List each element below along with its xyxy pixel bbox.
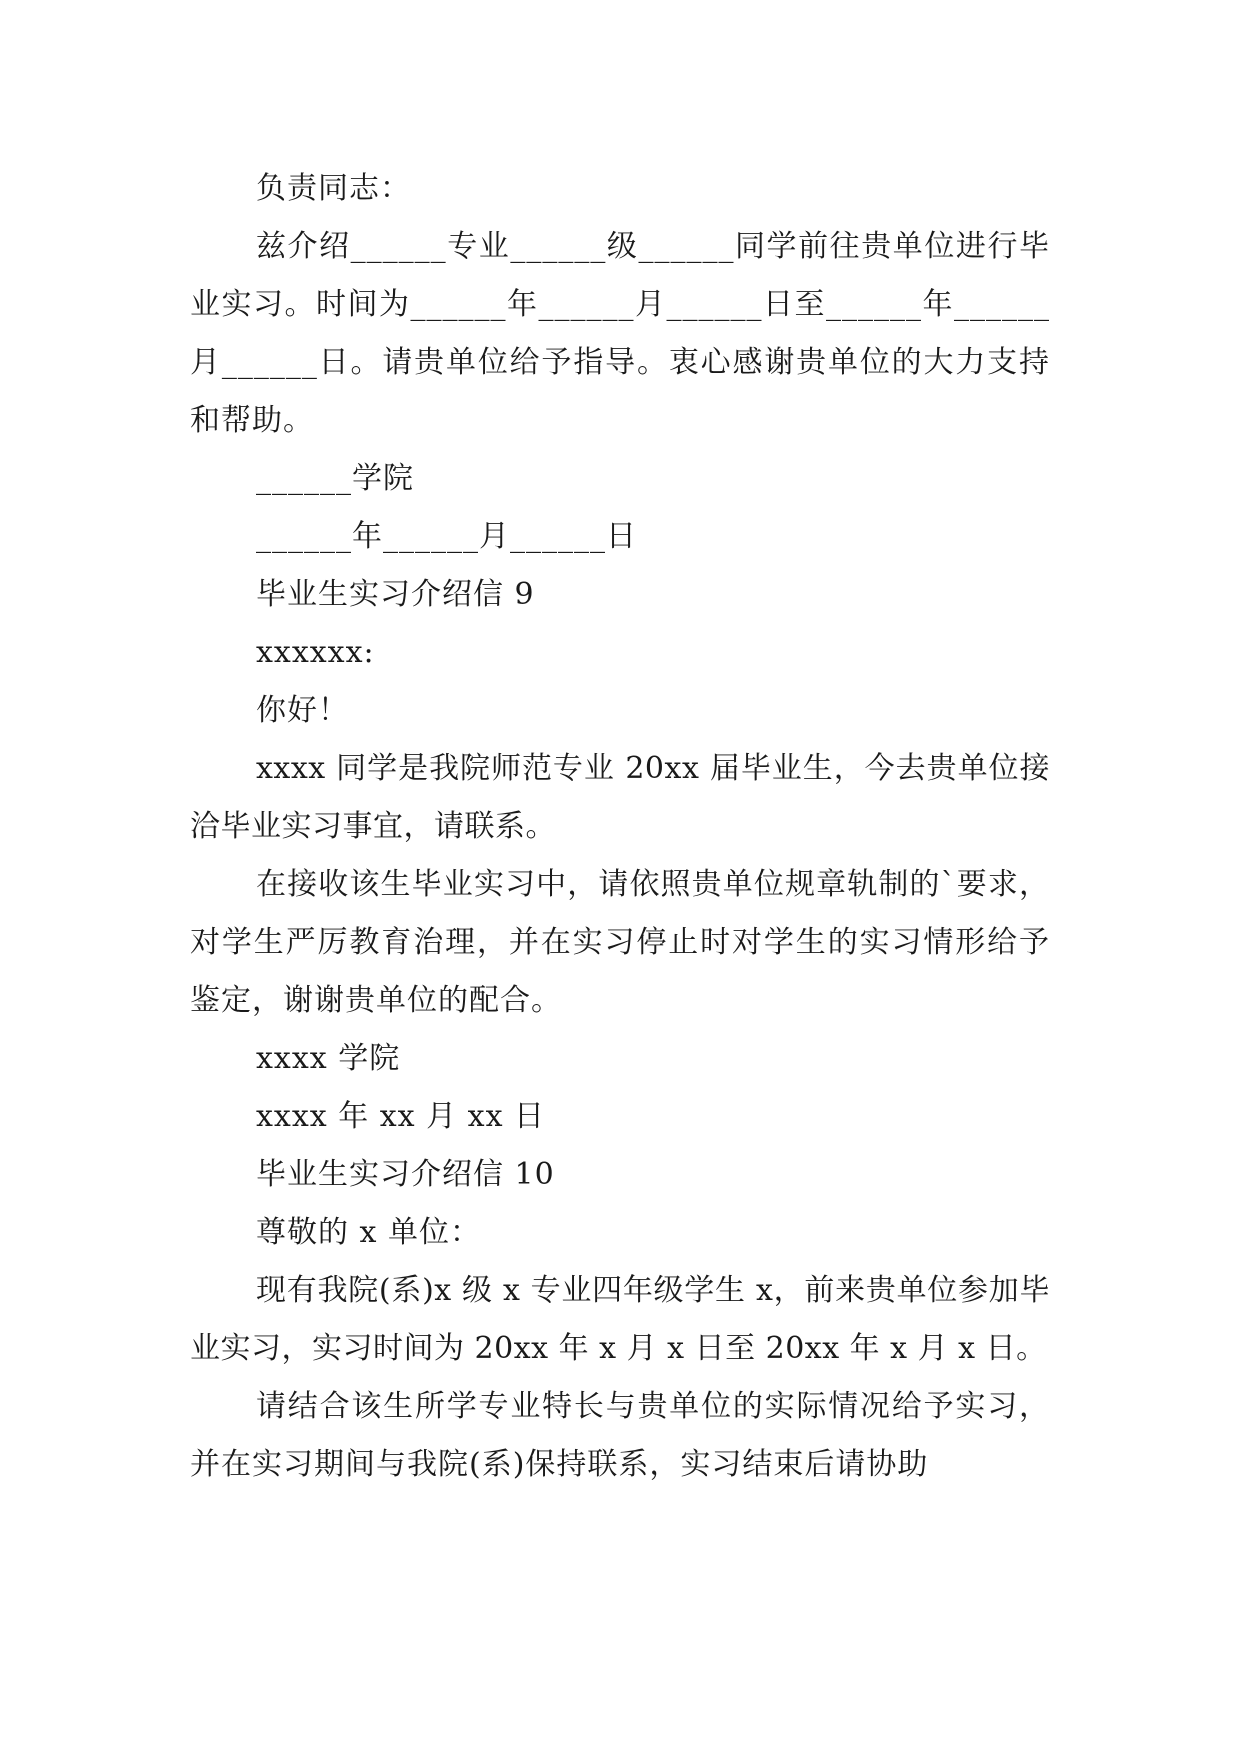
- body-paragraph: xxxx 同学是我院师范专业 20xx 届毕业生，今去贵单位接洽毕业实习事宜，请联系。: [190, 751, 1050, 844]
- body-paragraph: 兹介绍______专业______级______同学前往贵单位进行毕业实习。时间为______年______月______日至______年______月______日。请贵单位给予指导。衷心感谢贵单位的大力支持和帮助。: [190, 229, 1050, 438]
- body-paragraph: 在接收该生毕业实习中，请依照贵单位规章轨制的`要求，对学生严厉教育治理，并在实习停止时对学生的实习情形给予鉴定，谢谢贵单位的配合。: [190, 867, 1050, 1018]
- section-title: 毕业生实习介绍信 9: [256, 577, 535, 612]
- greeting: 你好！: [256, 693, 349, 728]
- salutation: 负责同志：: [256, 171, 411, 206]
- salutation: 尊敬的 x 单位：: [256, 1215, 481, 1250]
- salutation: xxxxxx:: [256, 635, 375, 670]
- signature-date: xxxx 年 xx 月 xx 日: [256, 1099, 546, 1134]
- signature-school: xxxx 学院: [256, 1041, 401, 1076]
- body-paragraph: 现有我院(系)x 级 x 专业四年级学生 x，前来贵单位参加毕业实习，实习时间为 20xx 年 x 月 x 日至 20xx 年 x 月 x 日。: [190, 1273, 1050, 1366]
- section-title: 毕业生实习介绍信 10: [256, 1157, 555, 1192]
- document-body: [190, 160, 1050, 1494]
- body-paragraph: 请结合该生所学专业特长与贵单位的实际情况给予实习，并在实习期间与我院(系)保持联系，实习结束后请协助: [190, 1389, 1050, 1482]
- signature-school: ______学院: [256, 461, 414, 496]
- signature-date: ______年______月______日: [256, 519, 637, 554]
